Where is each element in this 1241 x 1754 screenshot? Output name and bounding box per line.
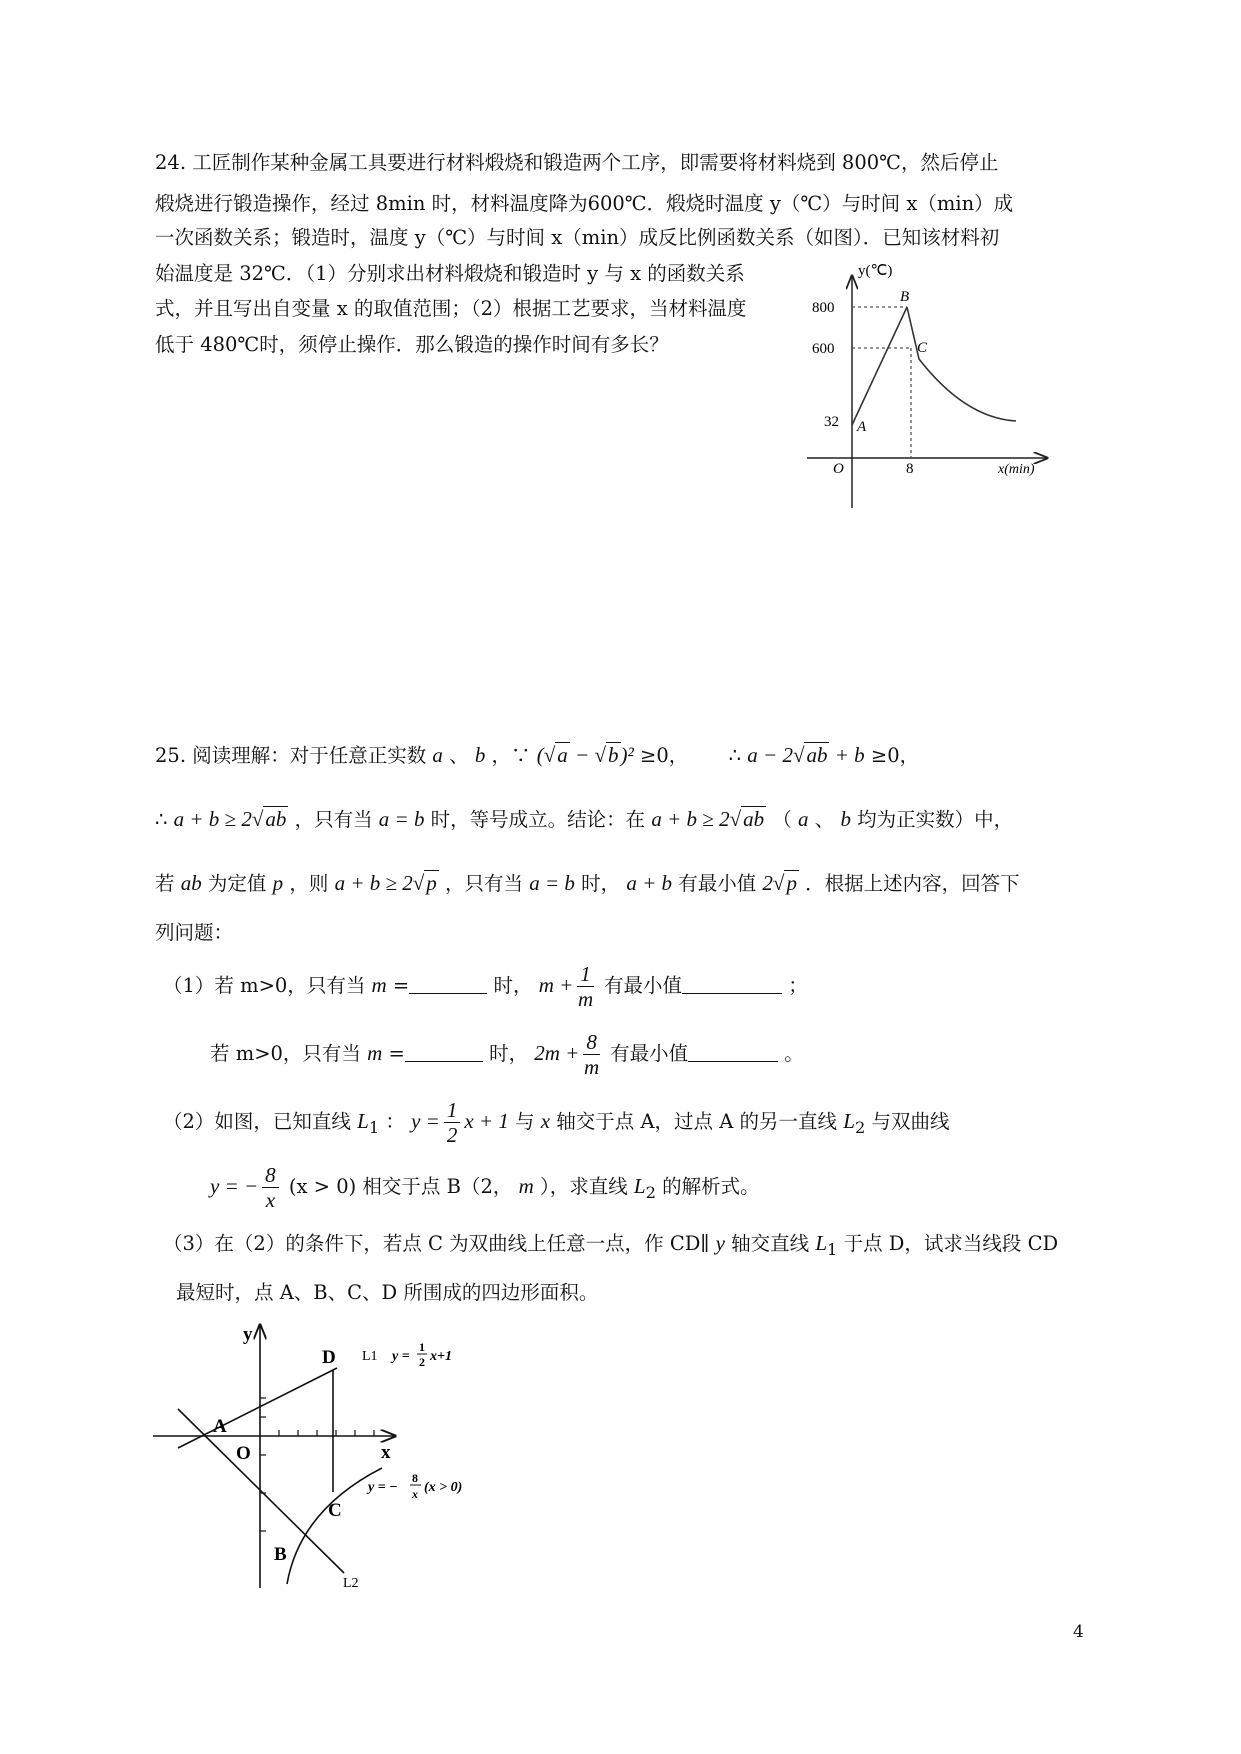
- q25-l2-d: （: [772, 808, 792, 831]
- q24-tick-600: 600: [812, 341, 835, 357]
- q25-p3a-c: 于点 D，试求当线段 CD: [843, 1232, 1059, 1255]
- q24-line-2: 煅烧进行锻造操作，经过 8min 时，材料温度降为600℃．煅烧时温度 y（℃）与时间 x（min）成: [155, 192, 1014, 215]
- q25-p2b-a: (x > 0) 相交于点 B（2，: [288, 1175, 513, 1198]
- q24-tick-800: 800: [812, 300, 835, 316]
- q24-line-6: 低于 480℃时，须停止操作．那么锻造的操作时间有多长？: [155, 333, 669, 356]
- q25-L1-tail: x+1: [430, 1349, 452, 1364]
- q25-y-label: y: [243, 1324, 253, 1345]
- q25-l3-d: ，只有当: [445, 872, 524, 895]
- q25-l3-g: ．根据上述内容，回答下: [805, 872, 1020, 895]
- q25-p3a-a: （3）在（2）的条件下，若点 C 为双曲线上任意一点，作 CD∥: [163, 1232, 710, 1255]
- q25-p3a-b: 轴交直线: [731, 1232, 810, 1255]
- page-number: 4: [1073, 1622, 1084, 1642]
- q25-line-2: ∴ a + b ≥ 2√ab ，只有当 a = b 时，等号成立。结论：在 a + b ≥ 2√ab （ a 、 b 均为正实数）中，: [155, 807, 1014, 831]
- q25-L2-label: L2: [343, 1576, 359, 1590]
- q25-l2-a: ∴: [155, 808, 168, 831]
- q25-l1-b: 、: [449, 744, 469, 767]
- q25-p1a-c: 有最小值: [603, 974, 682, 997]
- q25-l2-f: 均为正实数）中，: [857, 808, 1014, 831]
- q25-p1a-blank-1[interactable]: [409, 975, 487, 994]
- q25-p2a-c: 与: [515, 1110, 535, 1133]
- q25-p1a-d: ；: [788, 974, 808, 997]
- q25-x-label: x: [381, 1442, 391, 1463]
- q25-hyp-eq: y = −: [368, 1480, 398, 1495]
- q25-l1-f: ≥0，: [870, 744, 920, 767]
- q25-l3-b: 为定值: [207, 872, 267, 895]
- q25-l3-a: 若: [155, 872, 175, 895]
- q24-x-axis-label: x(min): [998, 462, 1035, 477]
- q25-p1b-a: 若 m>0，只有当: [210, 1042, 361, 1065]
- q25-L1-label: L1: [362, 1349, 378, 1364]
- q25-part1-line-a: （1）若 m>0，只有当 m = 时， m + $\frac{1}{m}$ 有最小值 ；: [163, 962, 808, 1011]
- q24-line-1: 24. 工匠制作某种金属工具要进行材料煅烧和锻造两个工序，即需要将材料烧到 800℃，然后停止: [155, 151, 999, 174]
- q25-point-A: A: [213, 1416, 227, 1437]
- q24-curve-BC: [907, 307, 1016, 421]
- q25-p1b-blank-1[interactable]: [405, 1043, 483, 1062]
- q25-part3-line-b: 最短时，点 A、B、C、D 所围成的四边形面积。: [176, 1281, 599, 1304]
- q25-p1a-blank-2[interactable]: [682, 975, 782, 994]
- q25-hyp-den: x: [412, 1487, 418, 1501]
- q24-y-axis-label: y(℃): [858, 263, 893, 279]
- q25-l3-f: 有最小值: [678, 872, 757, 895]
- q25-L1-den: 2: [419, 1355, 425, 1369]
- q25-line-4: 列问题：: [155, 921, 234, 944]
- q24-temperature-graph: [800, 258, 1070, 513]
- q25-l3-e: 时，: [581, 872, 621, 895]
- q25-p1b-blank-2[interactable]: [688, 1043, 778, 1062]
- q25-p1b-d: 。: [784, 1042, 804, 1065]
- q24-line-5: 式，并且写出自变量 x 的取值范围；（2）根据工艺要求，当材料温度: [155, 297, 747, 320]
- q25-l1-c: ，∵: [491, 744, 531, 767]
- q25-p2a-e: 与双曲线: [871, 1110, 950, 1133]
- q25-line-3: 若 ab 为定值 p ，则 a + b ≥ 2√p ，只有当 a = b 时， a + b 有最小值 2√p ．根据上述内容，回答下: [155, 871, 1020, 895]
- q24-tick-32: 32: [824, 414, 839, 430]
- q25-L1-num: 1: [419, 1340, 425, 1354]
- q25-l3-c: ，则: [289, 872, 329, 895]
- q25-part2-line-a: （2）如图，已知直线 $L_1$ ： y = $\frac{1}{2}$ x + 1 与 x 轴交于点 A，过点 A 的另一直线 $L_2$ 与双曲线: [163, 1098, 950, 1147]
- q25-p2b-c: 的解析式。: [662, 1175, 760, 1198]
- q24-line-4: 始温度是 32℃．（1）分别求出材料煅烧和锻造时 y 与 x 的函数关系: [155, 262, 745, 285]
- q25-p2b-b: ），求直线: [539, 1175, 628, 1198]
- q25-part2-line-b: y = − $\frac{8}{x}$ (x > 0) 相交于点 B（2， m ），求直线 $L_2$ 的解析式。: [210, 1163, 760, 1212]
- q25-part1-line-b: 若 m>0，只有当 m = 时， 2m + $\frac{8}{m}$ 有最小值 。: [210, 1030, 804, 1079]
- q25-coordinate-graph: [150, 1320, 500, 1590]
- q25-point-B: B: [274, 1544, 287, 1565]
- q25-p1b-c: 有最小值: [610, 1042, 689, 1065]
- q25-p1a-a: （1）若 m>0，只有当: [163, 974, 366, 997]
- q25-p1a-b: 时，: [493, 974, 533, 997]
- q25-p2a-a: （2）如图，已知直线: [163, 1110, 351, 1133]
- q25-point-D: D: [322, 1347, 336, 1368]
- q25-o-label: O: [236, 1443, 251, 1464]
- q24-tick-8: 8: [906, 461, 914, 477]
- q25-hyp-num: 8: [412, 1471, 418, 1485]
- q24-line-3: 一次函数关系；锻造时，温度 y（℃）与时间 x（min）成反比例函数关系（如图）．已知该材料初: [155, 226, 1000, 249]
- q25-p1b-b: 时，: [489, 1042, 529, 1065]
- q25-p2a-b: ：: [385, 1110, 405, 1133]
- q25-l1-e: ∴: [728, 744, 742, 767]
- q25-l1-d: ≥0，: [640, 744, 689, 767]
- q25-l2-c: 时，等号成立。结论：在: [430, 808, 646, 831]
- q25-part3-line-a: （3）在（2）的条件下，若点 C 为双曲线上任意一点，作 CD∥ y 轴交直线 $L_1$ 于点 D，试求当线段 CD: [163, 1231, 1059, 1259]
- q25-line-1: 25. 阅读理解：对于任意正实数 a 、 b ，∵ (√a − √b)² ≥0， ∴ a − 2√ab + b ≥0，: [155, 743, 920, 767]
- q25-l2-b: ，只有当: [294, 808, 373, 831]
- q24-segment-AB: [852, 307, 907, 425]
- q25-l1-a: 25. 阅读理解：对于任意正实数: [155, 744, 427, 767]
- q24-point-B: B: [900, 289, 910, 305]
- q25-L1-eq: y =: [392, 1349, 410, 1364]
- q25-l2-e: 、: [814, 808, 835, 831]
- q25-hyp-tail: (x > 0): [424, 1480, 463, 1495]
- q24-origin-label: O: [833, 461, 844, 477]
- q25-p2a-d: 轴交于点 A，过点 A 的另一直线: [556, 1110, 838, 1133]
- q25-line-L2: [178, 1409, 344, 1573]
- q24-point-C: C: [917, 340, 928, 356]
- q24-point-A: A: [857, 419, 867, 435]
- q25-point-C: C: [328, 1500, 342, 1521]
